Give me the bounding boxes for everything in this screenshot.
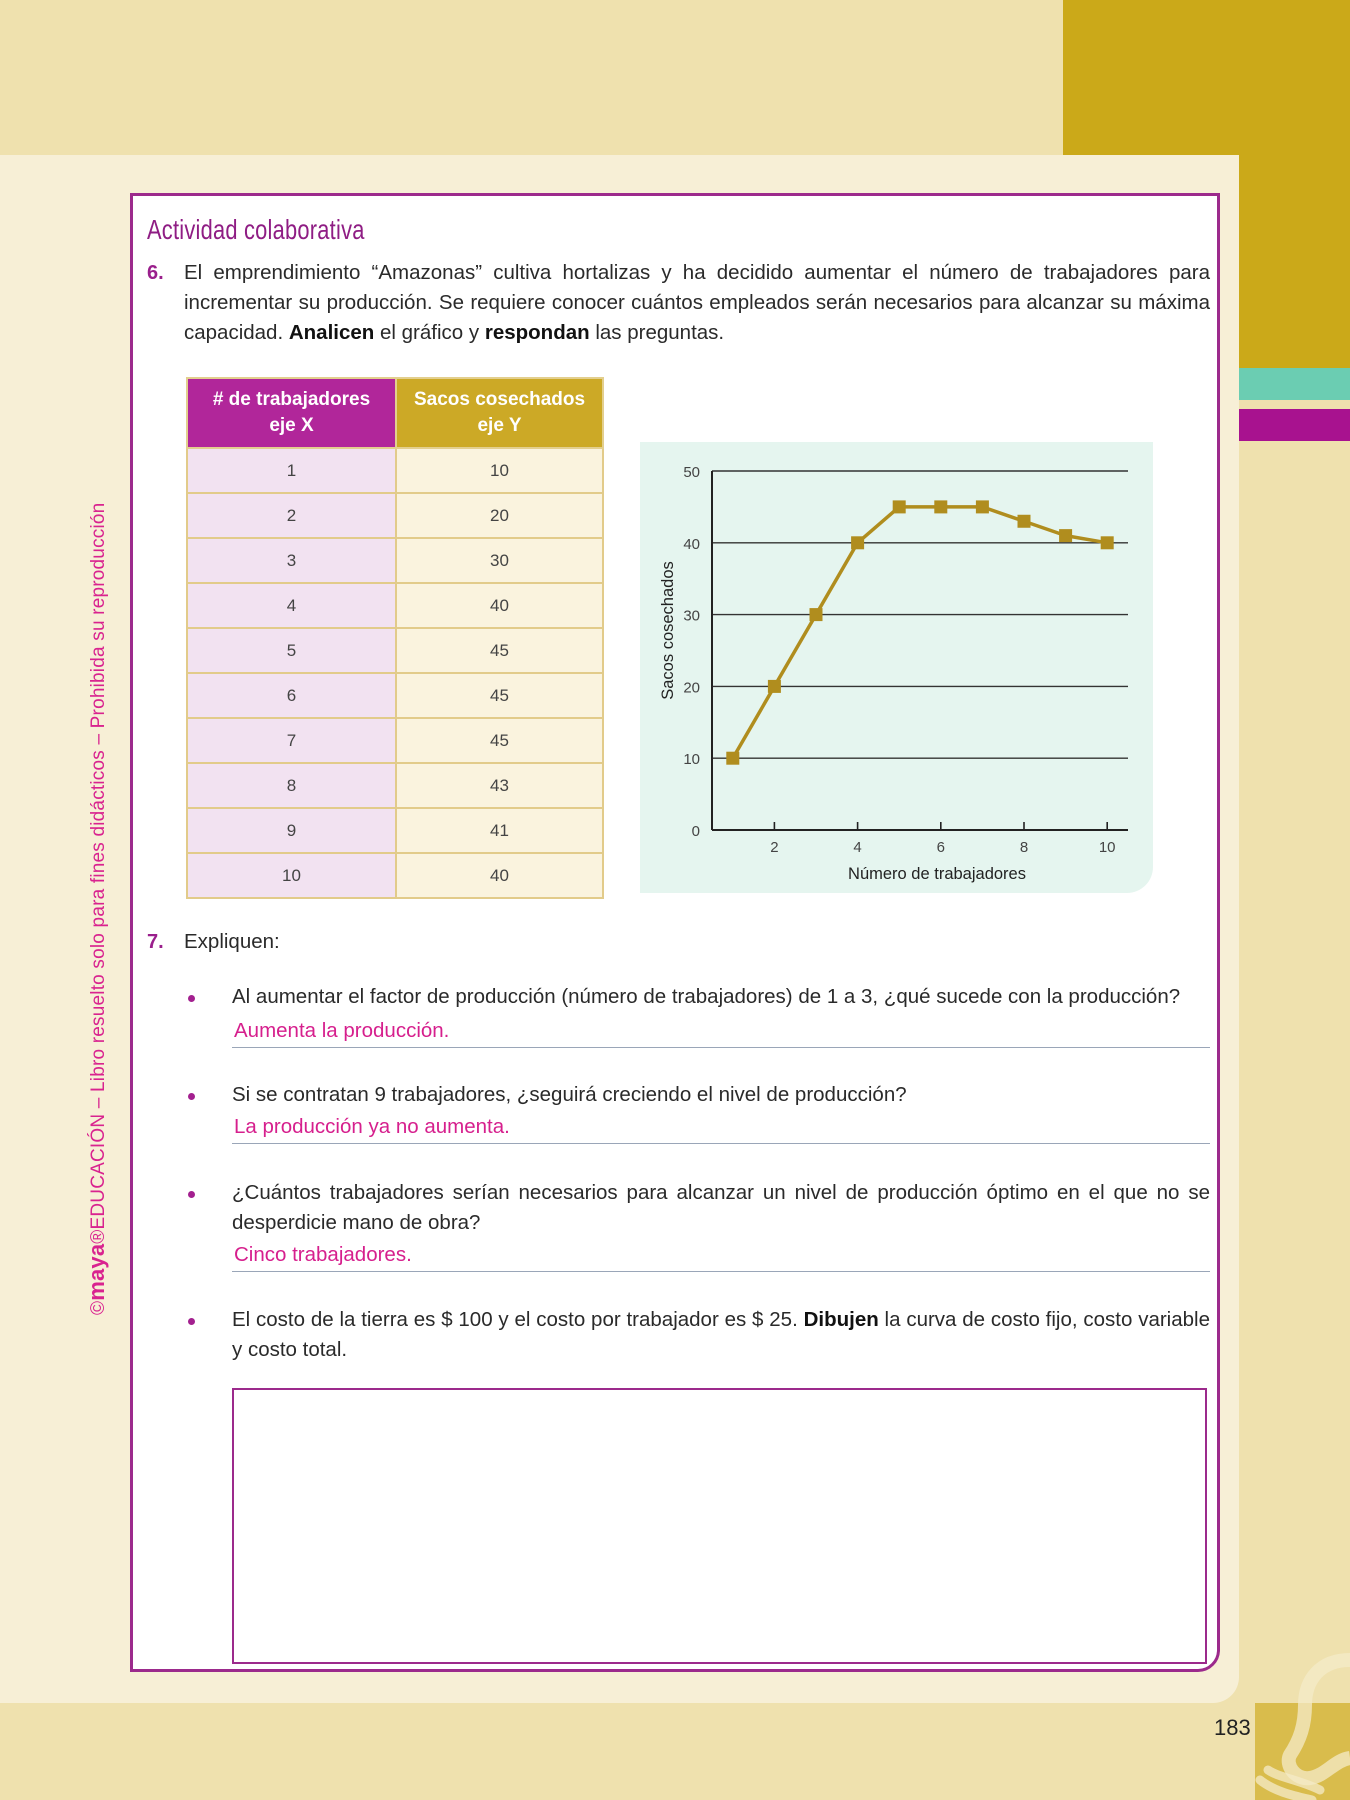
- header-text: eje X: [269, 415, 314, 436]
- table-cell-workers: 7: [187, 718, 396, 763]
- data-point-marker: [976, 500, 989, 513]
- table-cell-workers: 8: [187, 763, 396, 808]
- table-row: [187, 493, 603, 538]
- table-cell-workers: 5: [187, 628, 396, 673]
- registered-symbol: ®: [88, 1229, 109, 1244]
- table-cell-sacks: 45: [396, 673, 603, 718]
- table-cell-sacks: 43: [396, 763, 603, 808]
- table-cell-workers: 2: [187, 493, 396, 538]
- data-point-marker: [1018, 515, 1031, 528]
- question-7-item-3: ¿Cuántos trabajadores serían necesarios para alcanzar un nivel de producción óptimo en el que no se desperdicie mano de obra?: [232, 1181, 1210, 1234]
- x-tick-label: 8: [1019, 839, 1029, 856]
- bullet-icon: [188, 995, 195, 1002]
- table-cell-workers: 3: [187, 538, 396, 583]
- table-cell-sacks: 20: [396, 493, 603, 538]
- question-7-item-1: Al aumentar el factor de producción (número de trabajadores) de 1 a 3, ¿qué sucede con la producción?: [232, 985, 1181, 1008]
- bullet-icon: [188, 1093, 195, 1100]
- header-text: eje Y: [477, 415, 522, 436]
- question-7-item-4: [232, 1305, 1210, 1365]
- table-cell-sacks: 45: [396, 718, 603, 763]
- table-header-workers: [187, 378, 396, 448]
- table-row: [187, 673, 603, 718]
- question-6-text: [184, 258, 1210, 348]
- header-text: # de trabajadores: [212, 389, 371, 410]
- bullet-icon: [188, 1191, 195, 1198]
- question-6-text-part: las preguntas.: [589, 321, 725, 344]
- table-row: [187, 853, 603, 898]
- x-tick-label: 10: [1098, 839, 1116, 856]
- question-6-text-part: el gráfico y: [374, 321, 485, 344]
- table-cell-workers: 10: [187, 853, 396, 898]
- drawing-area[interactable]: [232, 1388, 1207, 1664]
- y-tick-label: 10: [683, 751, 700, 769]
- x-tick-label: 6: [936, 839, 945, 856]
- question-7-label-colon: :: [274, 930, 280, 953]
- data-point-marker: [726, 752, 739, 765]
- answer-field-1[interactable]: Aumenta la producción.: [232, 1016, 1210, 1048]
- table-row: [187, 628, 603, 673]
- x-axis-label: Número de trabajadores: [848, 865, 1026, 883]
- y-tick-label: 20: [683, 679, 700, 697]
- data-point-marker: [810, 608, 823, 621]
- answer-field-3[interactable]: Cinco trabajadores.: [232, 1240, 1210, 1272]
- y-axis-label: Sacos cosechados: [659, 561, 677, 700]
- question-7-item-2: Si se contratan 9 trabajadores, ¿seguirá creciendo el nivel de producción?: [232, 1083, 907, 1106]
- activity-box: [130, 193, 1220, 1672]
- table-row: [187, 718, 603, 763]
- data-point-marker: [768, 680, 781, 693]
- table-cell-sacks: 30: [396, 538, 603, 583]
- decorative-magenta-stripe: [1239, 409, 1350, 441]
- table-row: [187, 538, 603, 583]
- copyright-symbol: ©: [88, 1300, 109, 1315]
- table-cell-sacks: 10: [396, 448, 603, 493]
- line-chart-svg: [640, 442, 1153, 893]
- table-cell-workers: 6: [187, 673, 396, 718]
- question-6-text-part: El emprendimiento “Amazonas” cultiva hortalizas y ha decidido aumentar el número de trabajadores para incrementar su producción. Se requiere conocer cuántos empleados serán necesarios para alcanzar su máxima capacidad.: [184, 261, 1210, 344]
- copyright-vertical-note: [84, 503, 110, 1315]
- data-point-marker: [851, 536, 864, 549]
- table-row: [187, 763, 603, 808]
- question-7-label-text: Expliquen: [184, 930, 275, 953]
- table-cell-workers: 1: [187, 448, 396, 493]
- data-point-marker: [1059, 529, 1072, 542]
- data-point-marker: [1101, 536, 1114, 549]
- table-row: [187, 583, 603, 628]
- table-cell-sacks: 40: [396, 853, 603, 898]
- table-cell-sacks: 41: [396, 808, 603, 853]
- y-tick-label: 0: [691, 823, 700, 840]
- question-text-part: El costo de la tierra es $ 100 y el costo por trabajador es $ 25.: [232, 1308, 804, 1331]
- data-point-marker: [893, 500, 906, 513]
- y-tick-label: 30: [683, 607, 700, 625]
- workers-sacks-table: [186, 377, 604, 899]
- decorative-teal-stripe: [1239, 368, 1350, 400]
- section-title: Actividad colaborativa: [147, 214, 365, 245]
- x-tick-label: 2: [770, 839, 779, 856]
- series-line: [733, 507, 1107, 758]
- table-cell-workers: 9: [187, 808, 396, 853]
- table-cell-sacks: 45: [396, 628, 603, 673]
- header-text: Sacos cosechados: [413, 389, 586, 410]
- y-tick-label: 40: [683, 535, 700, 553]
- question-bold-dibujen: Dibujen: [803, 1308, 879, 1331]
- answer-field-2[interactable]: La producción ya no aumenta.: [232, 1112, 1210, 1144]
- question-7-number: 7.: [147, 931, 164, 953]
- question-6-bold-analicen: Analicen: [288, 321, 375, 344]
- question-7-label: [184, 927, 280, 957]
- bullet-icon: [188, 1318, 195, 1325]
- brand-logo-text: maya: [84, 1243, 109, 1301]
- lightbulb-icon: [1250, 1630, 1350, 1800]
- question-text-part: la curva de costo fijo, costo variable y costo total.: [232, 1308, 1210, 1361]
- y-tick-label: 50: [683, 464, 700, 481]
- page-number: 183: [1214, 1715, 1251, 1740]
- copyright-text: EDUCACIÓN – Libro resuelto solo para fines didácticos – Prohibida su reproducción: [88, 502, 109, 1230]
- table-header-sacks: [396, 378, 603, 448]
- table-header-row: [187, 378, 603, 448]
- data-point-marker: [934, 500, 947, 513]
- question-6-bold-respondan: respondan: [484, 321, 590, 344]
- production-chart: [640, 442, 1153, 893]
- table-cell-sacks: 40: [396, 583, 603, 628]
- table-row: [187, 808, 603, 853]
- table-cell-workers: 4: [187, 583, 396, 628]
- question-6-number: 6.: [147, 262, 164, 284]
- table-row: [187, 448, 603, 493]
- x-tick-label: 4: [853, 839, 862, 856]
